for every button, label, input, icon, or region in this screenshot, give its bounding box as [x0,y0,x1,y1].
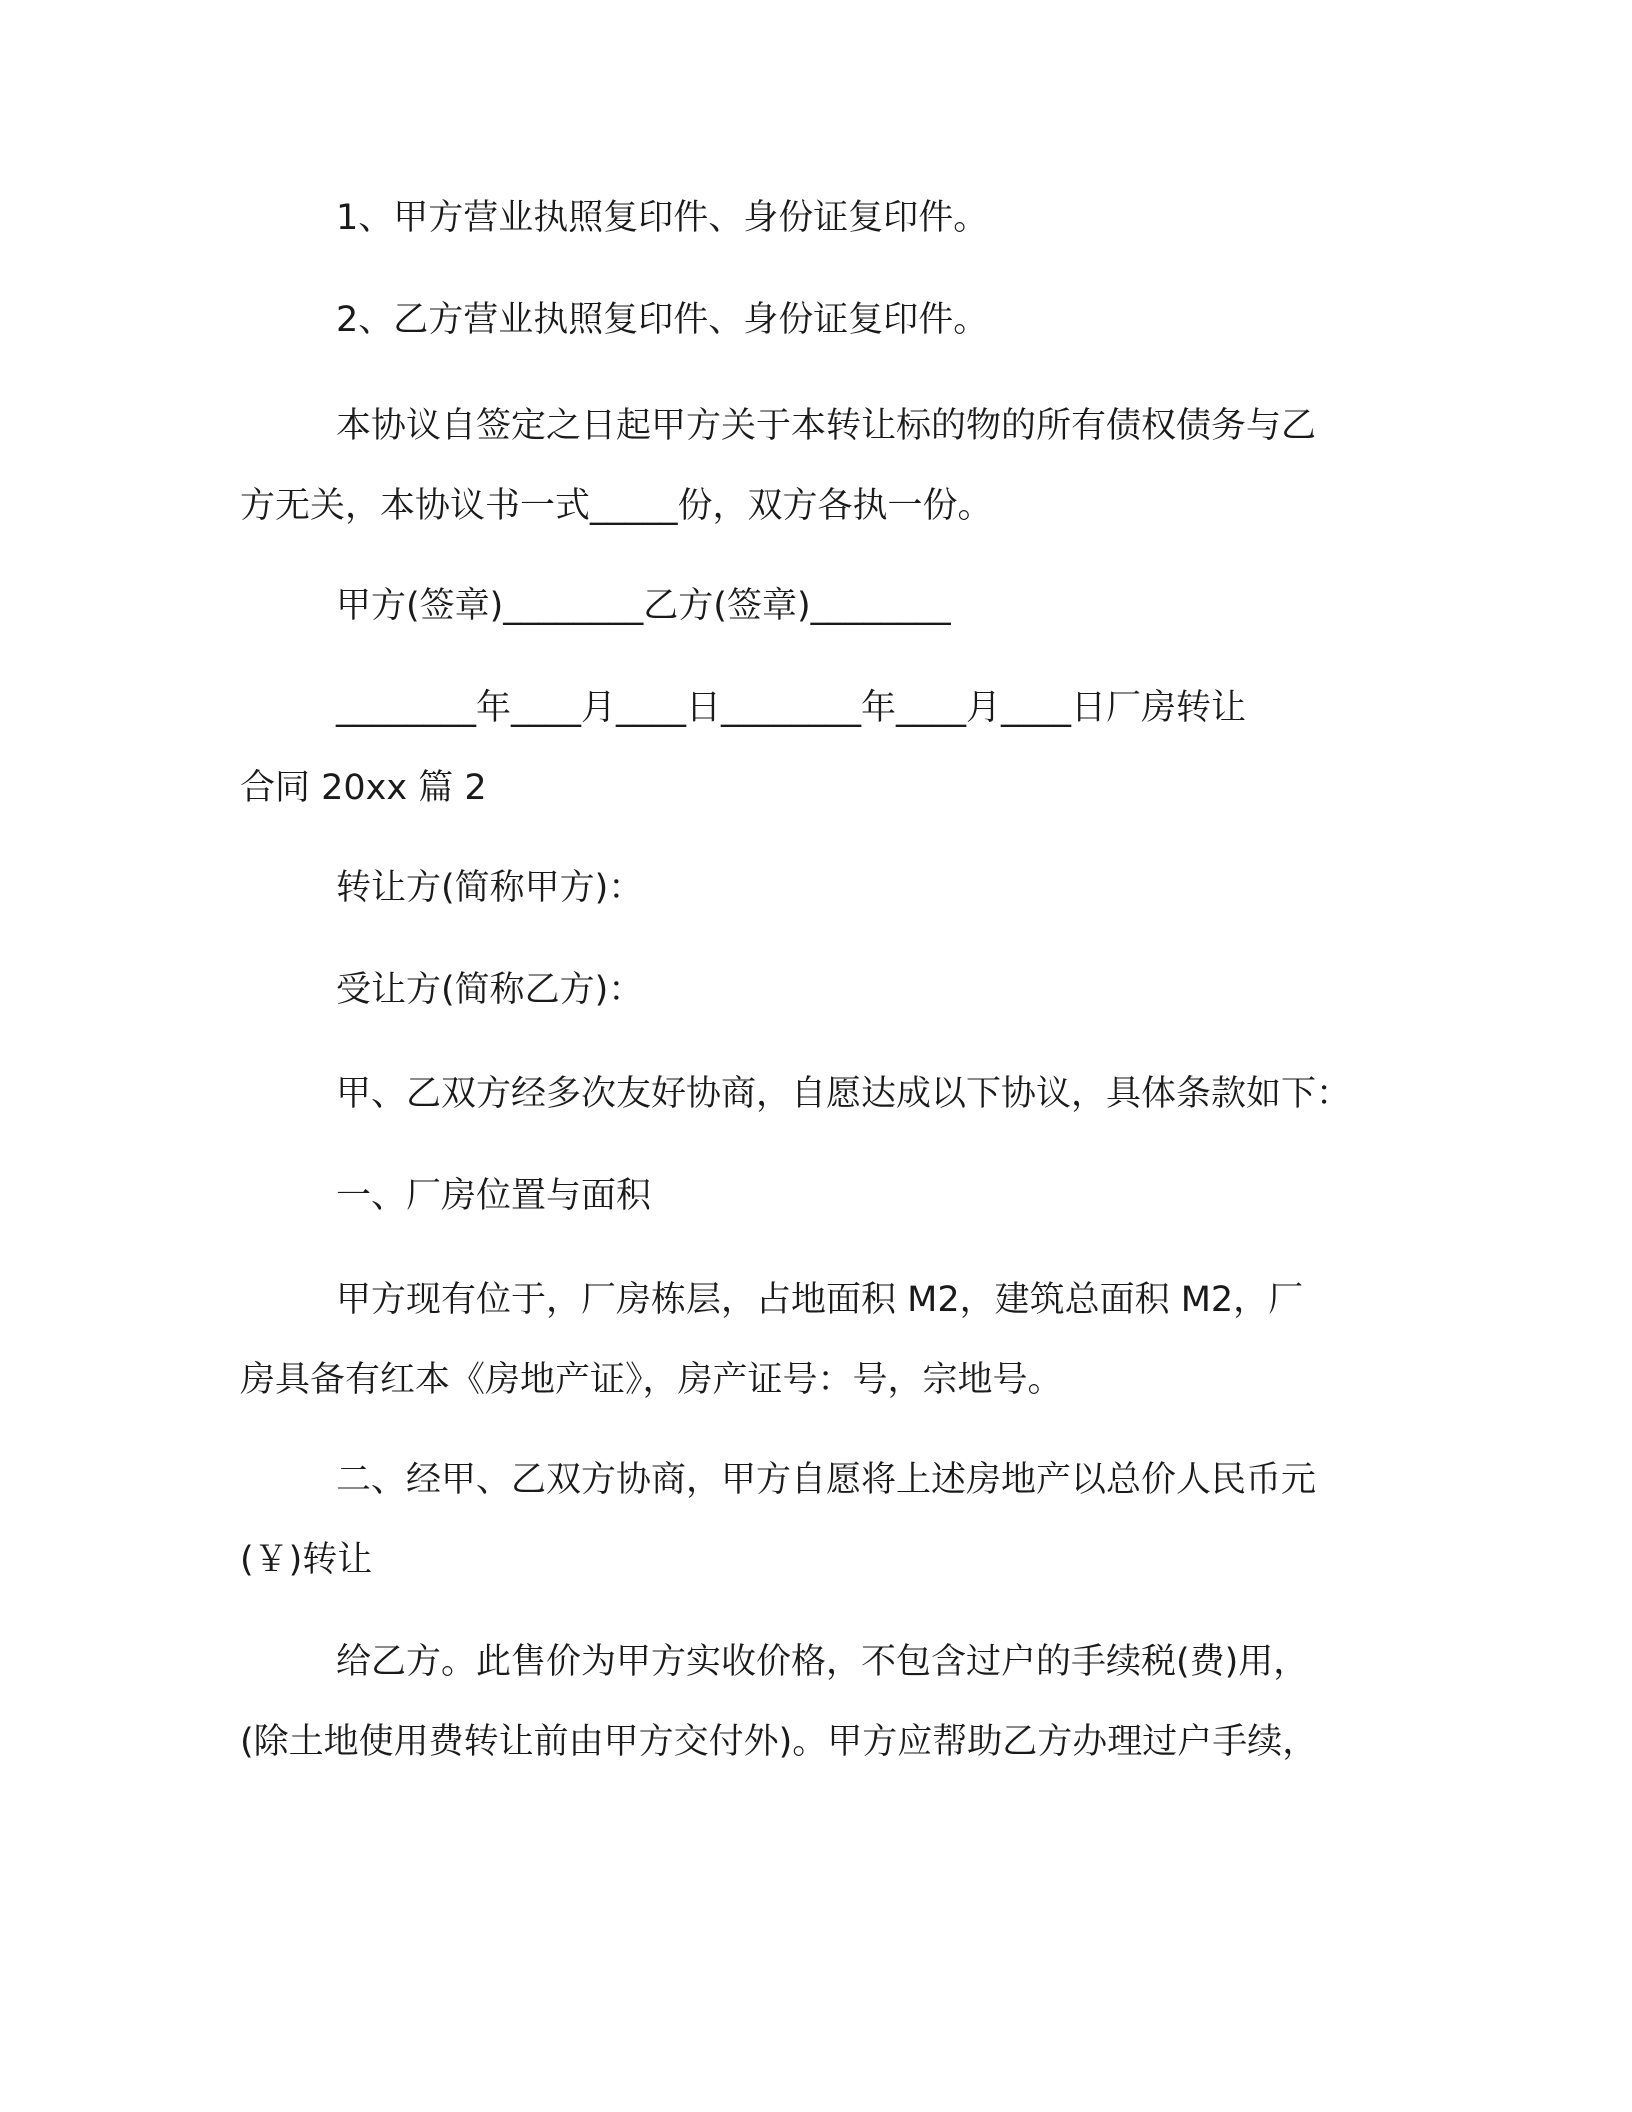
paragraph-line: 二、经甲、乙双方协商，甲方自愿将上述房地产以总价人民币元 [336,1460,1317,1500]
paragraph-price-details [240,1622,1390,1782]
paragraph-attachment-1 [240,178,1390,258]
paragraph-line: 一、厂房位置与面积 [336,1176,652,1216]
paragraph-dates-and-title [240,668,1390,828]
paragraph-line: 给乙方。此售价为甲方实收价格，不包含过户的手续税(费)用， [336,1642,1309,1682]
paragraph-line: ________年____月____日________年____月____日厂房转让 [336,688,1247,728]
paragraph-line: 1、甲方营业执照复印件、身份证复印件。 [336,198,989,238]
paragraph-signatures [240,566,1390,646]
paragraph-line: 本协议自签定之日起甲方关于本转让标的物的所有债权债务与乙 [336,406,1317,446]
paragraph-line: 受让方(简称乙方)： [336,970,644,1010]
paragraph-effective-clause [240,386,1390,546]
section-heading-location [240,1156,1390,1236]
paragraph-line: 甲方(签章)________乙方(签章)________ [336,586,951,626]
paragraph-line: 房具备有红本《房地产证》，房产证号：号，宗地号。 [240,1360,1063,1400]
paragraph-location-area [240,1260,1390,1420]
paragraph-line: (除土地使用费转让前由甲方交付外)。甲方应帮助乙方办理过户手续， [240,1722,1318,1762]
paragraph-line: 合同 20xx 篇 2 [240,768,487,808]
paragraph-line: 转让方(简称甲方)： [336,868,644,908]
paragraph-line: 甲、乙双方经多次友好协商，自愿达成以下协议，具体条款如下： [336,1074,1352,1114]
paragraph-line: (￥)转让 [240,1540,373,1580]
paragraph-line: 甲方现有位于，厂房栋层，占地面积 M2，建筑总面积 M2，厂 [336,1280,1304,1320]
paragraph-attachment-2 [240,280,1390,360]
paragraph-transferee [240,950,1390,1030]
paragraph-agreement-intro [240,1054,1390,1134]
paragraph-transferor [240,848,1390,928]
paragraph-price-clause [240,1440,1390,1600]
paragraph-line: 方无关，本协议书一式_____份，双方各执一份。 [240,486,993,526]
paragraph-line: 2、乙方营业执照复印件、身份证复印件。 [336,300,989,340]
